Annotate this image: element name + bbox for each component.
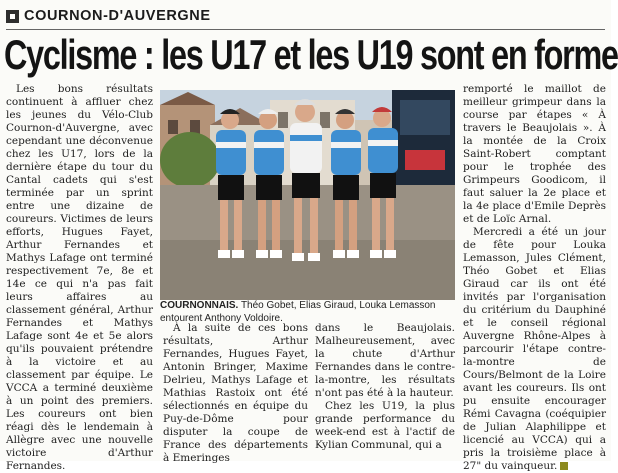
column-2	[163, 322, 308, 464]
caption-text: Théo Gobet, Elias Giraud, Louka Lemasson entourent Anthony Voldoire.	[160, 300, 436, 324]
end-of-article-mark-icon	[560, 462, 568, 470]
section-kicker	[6, 7, 211, 25]
kicker-rule	[6, 29, 605, 30]
paragraph: Les bons résultats continuent à affluer chez les jeunes du Vélo-Club Cournon-d'Auvergne, avec cependant une déconvenue chez les U17, lors de la dernière étape du tour du Cantal cadets qui s'est terminée par un sprint entre une dizaine de coureurs. Victimes de leurs efforts, Hugues Fayet, Arthur Fernandes et Mathys Lafage ont terminé respectivement 7e, 8e et 14e ce qui n'a pas fait leurs affaires au classement général, Arthur Fernandes et Mathys Lafage sont 4e et 5e alors qu'ils pouvaient prétendre à la victoire et au classement par équipe. Le VCCA a terminé deuxième à un point des premiers. Les coureurs ont bien réagi dès le lendemain à Allègre avec une nouvelle victoire d'Arthur Fernandes.	[6, 83, 153, 472]
caption-lead: COURNONNAIS.	[160, 300, 239, 311]
paragraph-text: Mercredi a été un jour de fête pour Louka Lemasson, Jules Clément, Théo Gobet et Elias Giraud car ils ont été invités par l'organisation du critérium du Dauphiné et le conseil régional Auvergne Rhône-Alpes à parcourir l'étape contre-la-montre de Cours/Belmont de la Loire avant les coureurs. Ils ont pu ensuite encourager Rémi Cavagna (coéquipier de Julian Alaphilippe et licencié au VCCA) qui a pris la troisième place à 27" du vainqueur.	[463, 226, 606, 472]
paragraph: remporté le maillot de meilleur grimpeur dans la course par étapes « À travers le Beaujolais ». À la montée de la Croix Saint-Robert comptant pour le trophée des Grimpeurs Goodicom, il faut saluer la 2e place et la 4e place d'Emile Deprès et de Loïc Arnal.	[463, 83, 606, 225]
paragraph: À la suite de ces bons résultats, Arthur Fernandes, Hugues Fayet, Antonin Bringer, Maxime Delrieu, Mathys Lafage et Mathias Rastoix ont été sélectionnés en équipe du Puy-de-Dôme pour disputer la coupe de France des départements à Emeringes	[163, 322, 308, 464]
cyclists-photo-illustration	[160, 90, 455, 300]
paragraph: dans le Beaujolais. Malheureusement, avec la chute d'Arthur Fernandes dans le contre-la-montre, les résultats n'ont pas été à la hauteur.	[315, 322, 455, 399]
kicker-label: COURNON-D'AUVERGNE	[24, 8, 211, 24]
team-photo	[160, 90, 455, 300]
paragraph	[463, 226, 606, 473]
column-3	[315, 322, 455, 456]
kicker-square-icon	[6, 10, 19, 23]
column-4	[463, 83, 606, 472]
column-1	[6, 83, 153, 472]
article-headline: Cyclisme : les U17 et les U19 sont en forme	[4, 31, 618, 78]
paragraph: Chez les U19, la plus grande performance du week-end est à l'actif de Kylian Communal, qui a	[315, 400, 455, 451]
